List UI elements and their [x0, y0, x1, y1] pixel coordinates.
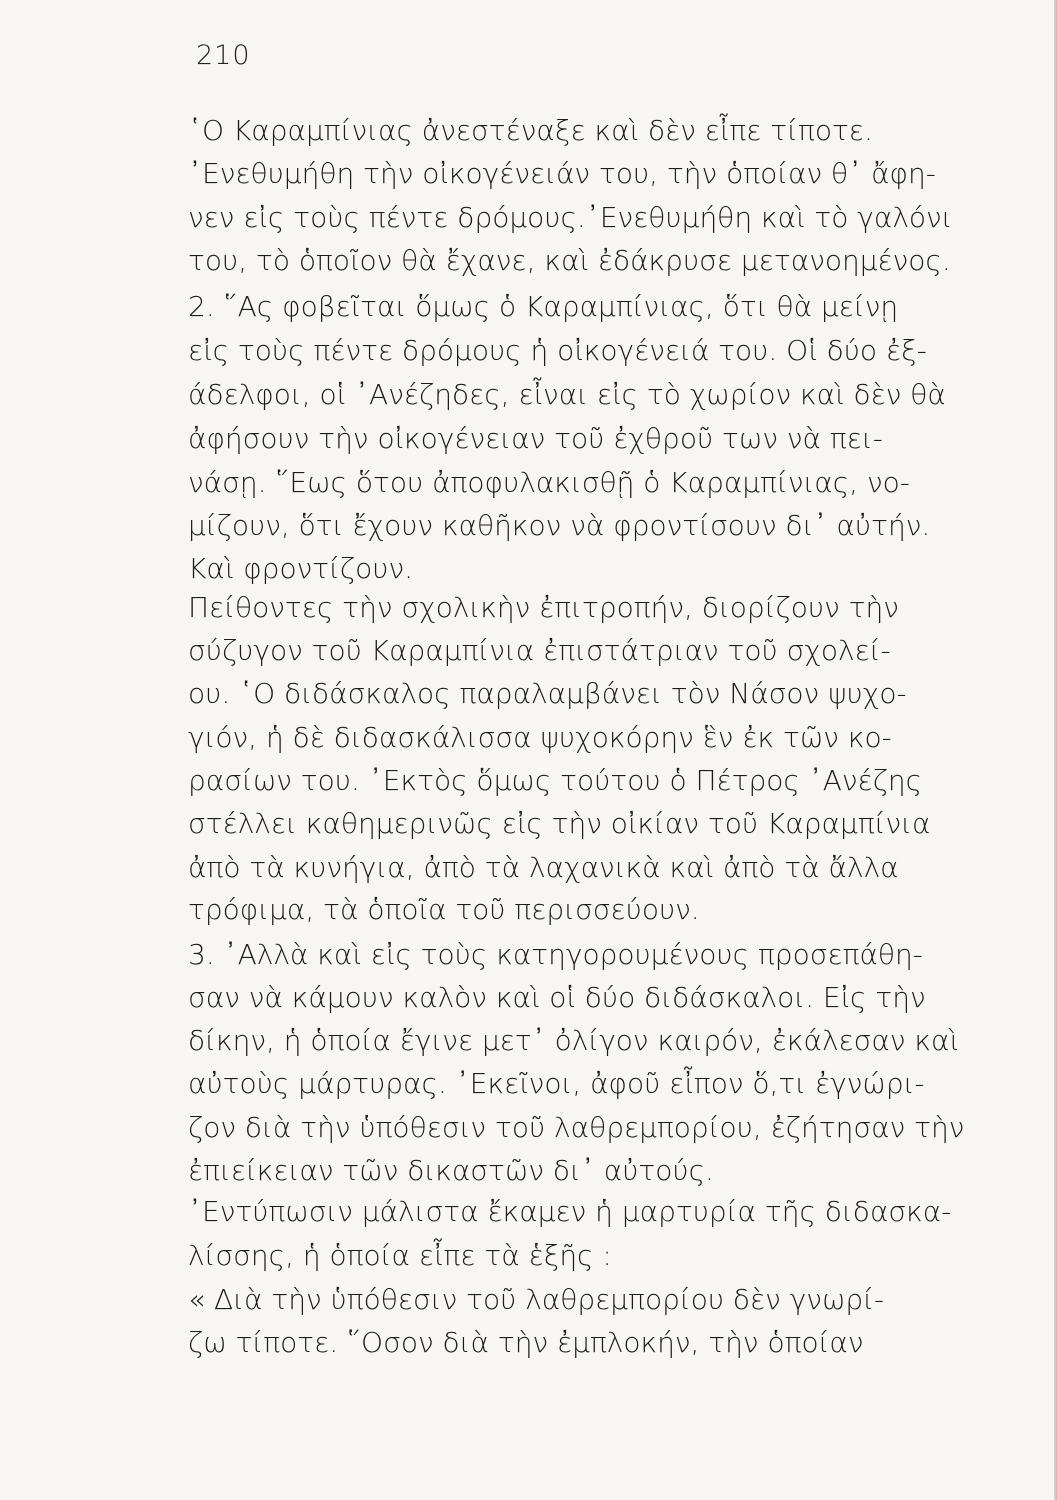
text-line: ἀφήσουν τὴν οἰκογένειαν τοῦ ἐχθροῦ των νὰ πει-	[188, 422, 883, 455]
text-line: 2. ῞Ας φοβεῖται ὅμως ὁ Καραμπίνιας, ὅτι θὰ μείνῃ	[188, 290, 899, 323]
page-number: 210	[196, 40, 251, 71]
text-line: ᾿Εντύπωσιν μάλιστα ἔκαμεν ἡ μαρτυρία τῆς διδασκα-	[188, 1195, 952, 1228]
text-line: ᾿Ενεθυμήθη τὴν οἰκογένειάν του, τὴν ὁποίαν θ᾿ ἄφη-	[188, 157, 936, 190]
text-line: ῾Ο Καραμπίνιας ἀνεστέναξε καὶ δὲν εἶπε τίποτε.	[188, 114, 873, 147]
text-line: Καὶ φροντίζουν.	[188, 552, 414, 585]
text-line: του, τὸ ὁποῖον θὰ ἔχανε, καὶ ἐδάκρυσε μετανοημένος.	[188, 244, 951, 277]
text-line: Πείθοντες τὴν σχολικὴν ἐπιτροπήν, διορίζουν τὴν	[188, 591, 899, 624]
text-line: 3. ᾿Αλλὰ καὶ εἰς τοὺς κατηγορουμένους προσεπάθη-	[188, 938, 923, 971]
text-line: « Διὰ τὴν ὑπόθεσιν τοῦ λαθρεμπορίου δὲν γνωρί-	[188, 1283, 885, 1316]
text-line: στέλλει καθημερινῶς εἰς τὴν οἰκίαν τοῦ Καραμπίνια	[188, 807, 931, 840]
text-line: ἐπιείκειαν τῶν δικαστῶν δι᾿ αὐτούς.	[188, 1154, 714, 1187]
text-line: σύζυγον τοῦ Καραμπίνια ἐπιστάτριαν τοῦ σχολεί-	[188, 634, 891, 667]
text-line: δίκην, ἡ ὁποία ἔγινε μετ᾿ ὀλίγον καιρόν, ἐκάλεσαν καὶ	[188, 1024, 959, 1057]
text-line: σαν νὰ κάμουν καλὸν καὶ οἱ δύο διδάσκαλοι. Εἰς τὴν	[188, 981, 926, 1014]
text-line: γιόν, ἡ δὲ διδασκάλισσα ψυχοκόρην ἓν ἐκ τῶν κο-	[188, 721, 892, 754]
text-line: ἀπὸ τὰ κυνήγια, ἀπὸ τὰ λαχανικὰ καὶ ἀπὸ τὰ ἄλλα	[188, 851, 899, 884]
text-line: αὐτοὺς μάρτυρας. ᾿Εκεῖνοι, ἀφοῦ εἶπον ὅ,τι ἐγνώρι-	[188, 1067, 925, 1100]
text-line: ζον διὰ τὴν ὑπόθεσιν τοῦ λαθρεμπορίου, ἐζήτησαν τὴν	[188, 1111, 965, 1144]
text-line: λίσσης, ἡ ὁποία εἶπε τὰ ἑξῆς :	[188, 1239, 612, 1272]
text-line: εἰς τοὺς πέντε δρόμους ἡ οἰκογένειά του. Οἱ δύο ἐξ-	[188, 334, 927, 367]
text-line: τρόφιμα, τὰ ὁποῖα τοῦ περισσεύουν.	[188, 893, 700, 926]
text-line: μίζουν, ὅτι ἔχουν καθῆκον νὰ φροντίσουν δι᾿ αὐτήν.	[188, 509, 931, 542]
text-line: άδελφοι, οἱ ᾿Ανέζηδες, εἶναι εἰς τὸ χωρίον καὶ δὲν θὰ	[188, 378, 946, 411]
text-line: ρασίων του. ᾿Εκτὸς ὅμως τούτου ὁ Πέτρος ᾿Ανέζης	[188, 764, 923, 797]
text-line: νεν εἰς τοὺς πέντε δρόμους.᾿Ενεθυμήθη καὶ τὸ γαλόνι	[188, 201, 953, 234]
text-line: ου. ῾Ο διδάσκαλος παραλαμβάνει τὸν Νάσον ψυχο-	[188, 677, 907, 710]
text-line: νάσῃ. ῞Εως ὅτου ἀποφυλακισθῇ ὁ Καραμπίνιας, νο-	[188, 466, 910, 499]
text-line: ζω τίποτε. ῞Οσον διὰ τὴν ἐμπλοκήν, τὴν ὁποίαν	[188, 1326, 864, 1359]
